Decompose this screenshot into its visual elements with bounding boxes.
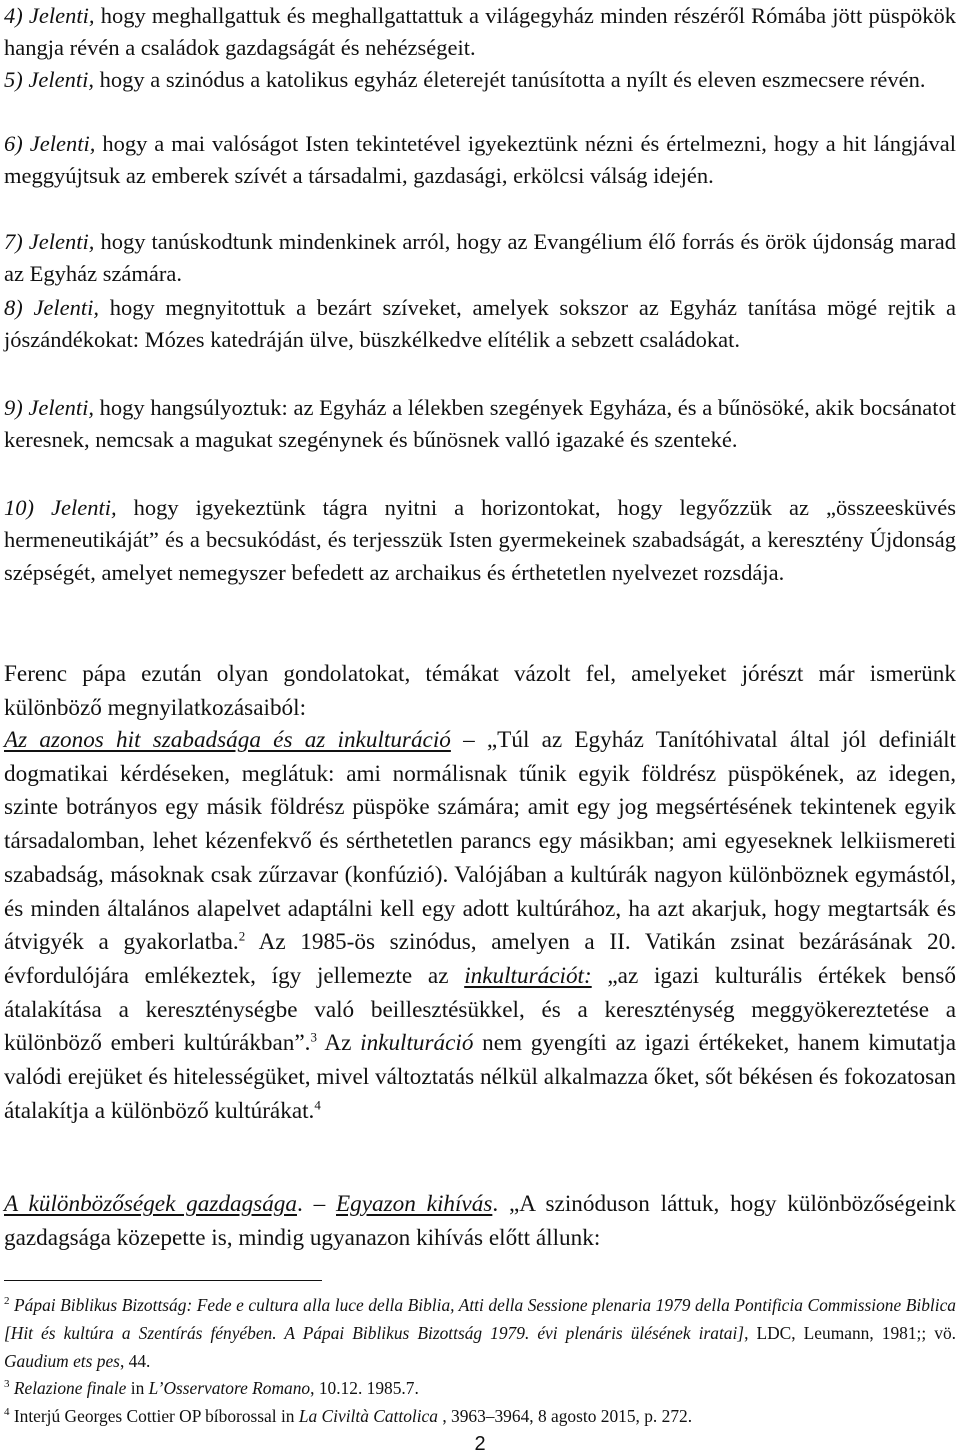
section-heading-diversity: A különbözőségek gazdagsága [4,1191,297,1217]
list-item-5: 5) Jelenti, hogy a szinódus a katolikus egyház életerejét tanúsította a nyílt és eleven eszmecsere révén. [4,67,926,92]
page-number: 2 [474,1433,486,1455]
list-item-10: 10) Jelenti, hogy igyekeztünk tágra nyitni a horizontokat, hogy legyőzzük az „összeesküvés hermeneutikáját” és a becsukódást, és terjesszük Isten gyermekeinek szabadságát, a keresztény Újdonság szépségét, amelyet nemegyszer befedett az archaikus és érthetetlen nyelvezet rozsdája. [4,495,956,585]
footnote-4: $^4$ Interjú Georges Cottier OP bíborossal in La Civiltà Cattolica , 3963–3964, 8 agosto 2015, p. 272. [4,1406,693,1426]
list-item-6: 6) Jelenti, hogy a mai valóságot Isten tekintetével igyekeztünk nézni és értelmezni, hogy a hit lángjával meggyújtsuk az emberek szívét a társadalmi, gazdasági, erkölcsi válság idején. [4,131,956,189]
intro-paragraph: Ferenc pápa ezután olyan gondolatokat, témákat vázolt fel, amelyeket jórészt már ismerünk különböző megnyilatkozásaiból: [4,661,956,721]
diversity-paragraph: A különbözőségek gazdagsága. – Egyazon kihívás. „A szinóduson láttuk, hogy különbözőségeink gazdagsága közepette is, mindig ugyanazon kihívás előtt állunk: [4,1191,956,1251]
footnote-ref-3[interactable]: 3 [310,1029,317,1045]
list-item-7: 7) Jelenti, hogy tanúskodtunk mindenkinek arról, hogy az Evangélium élő forrás és örök újdonság marad az Egyház számára. [4,229,956,287]
section-heading-inculturation: Az azonos hit szabadsága és az inkulturáció [4,727,451,753]
term-inkulturaciot: inkulturációt: [464,962,592,989]
section-heading-challenge: Egyazon kihívás [336,1191,493,1217]
list-item-9: 9) Jelenti, hogy hangsúlyoztuk: az Egyház a lélekben szegények Egyháza, és a bűnösöké, akik bocsánatot keresnek, nemcsak a magukat szegénynek és bűnösnek valló igazaké és szenteké. [4,395,956,453]
list-item-4: 4) Jelenti, hogy meghallgattuk és meghallgattattuk a világegyház minden részéről Rómába jött püspökök hangja révén a családok gazdagságát és nehézségeit. [4,3,956,61]
footnote-ref-2[interactable]: 2 [238,928,246,944]
list-item-8: 8) Jelenti, hogy megnyitottuk a bezárt szíveket, amelyek sokszor az Egyház tanítása mögé rejtik a jószándékokat: Mózes katedráján ülve, büszkélkedve elítélik a sebzett családokat. [4,295,956,353]
footnote-divider [4,1280,322,1281]
footnote-ref-4[interactable]: 4 [314,1097,321,1112]
footnote-2: $^2$ Pápai Biblikus Bizottság: Fede e cultura alla luce della Biblia, Atti della Sessione plenaria 1979 della Pontificia Commissione Biblica [Hit és kultúra a Szentírás fényében. A Pápai Biblikus Bizottság 1979. évi plenáris ülésének iratai], LDC, Leumann, 1981;; vö. Gaudium ets pes, 44. [4,1295,956,1371]
footnote-3: $^3$ Relazione finale in L’Osservatore Romano, 10.12. 1985.7. [4,1378,419,1398]
term-inkulturacio: inkulturáció [360,1030,474,1057]
inculturation-paragraph: Az azonos hit szabadsága és az inkulturáció – „Túl az Egyház Tanítóhivatal által jól definiált dogmatikai kérdéseken, meglátuk: ami normálisnak tűnik egyik földrész püspökének, az idegen, szinte botrányos egy másik földrész püspöke számára; amit egy jog megsértésének tekintenek egyik társadalomban, lehet kézenfekvő és sérthetetlen parancs egy másikban; ami egyeseknek lelkiismereti szabadság, másoknak csak zűrzavar (konfúzió). Valójában a kultúrák nagyon különböznek egymástól, és minden általános alapelvet adaptálni kell egy adott kultúrához, ha azt akarjuk, hogy megtartsák és átvigyék a gyakorlatba.$^2$ Az 1985-ös szinódus, amelyen a II. Vatikán zsinat bezárásának 20. évfordulójára emlékeztek, így jellemezte az inkulturációt: „az igazi kulturális értékek benső átalakítása a kereszténységbe való beillesztésükkel, és a kereszténység meggyökereztetése a különböző emberi kultúrákban”.$^3$ Az inkulturáció nem gyengíti az igazi értékeket, hanem kimutatja valódi erejüket és hitelességüket, mivel változtatás nélkül alkalmazza őket, sőt békésen és fokozatosan átalakítja a különböző kultúrákat.$^4$ [4,727,957,1124]
